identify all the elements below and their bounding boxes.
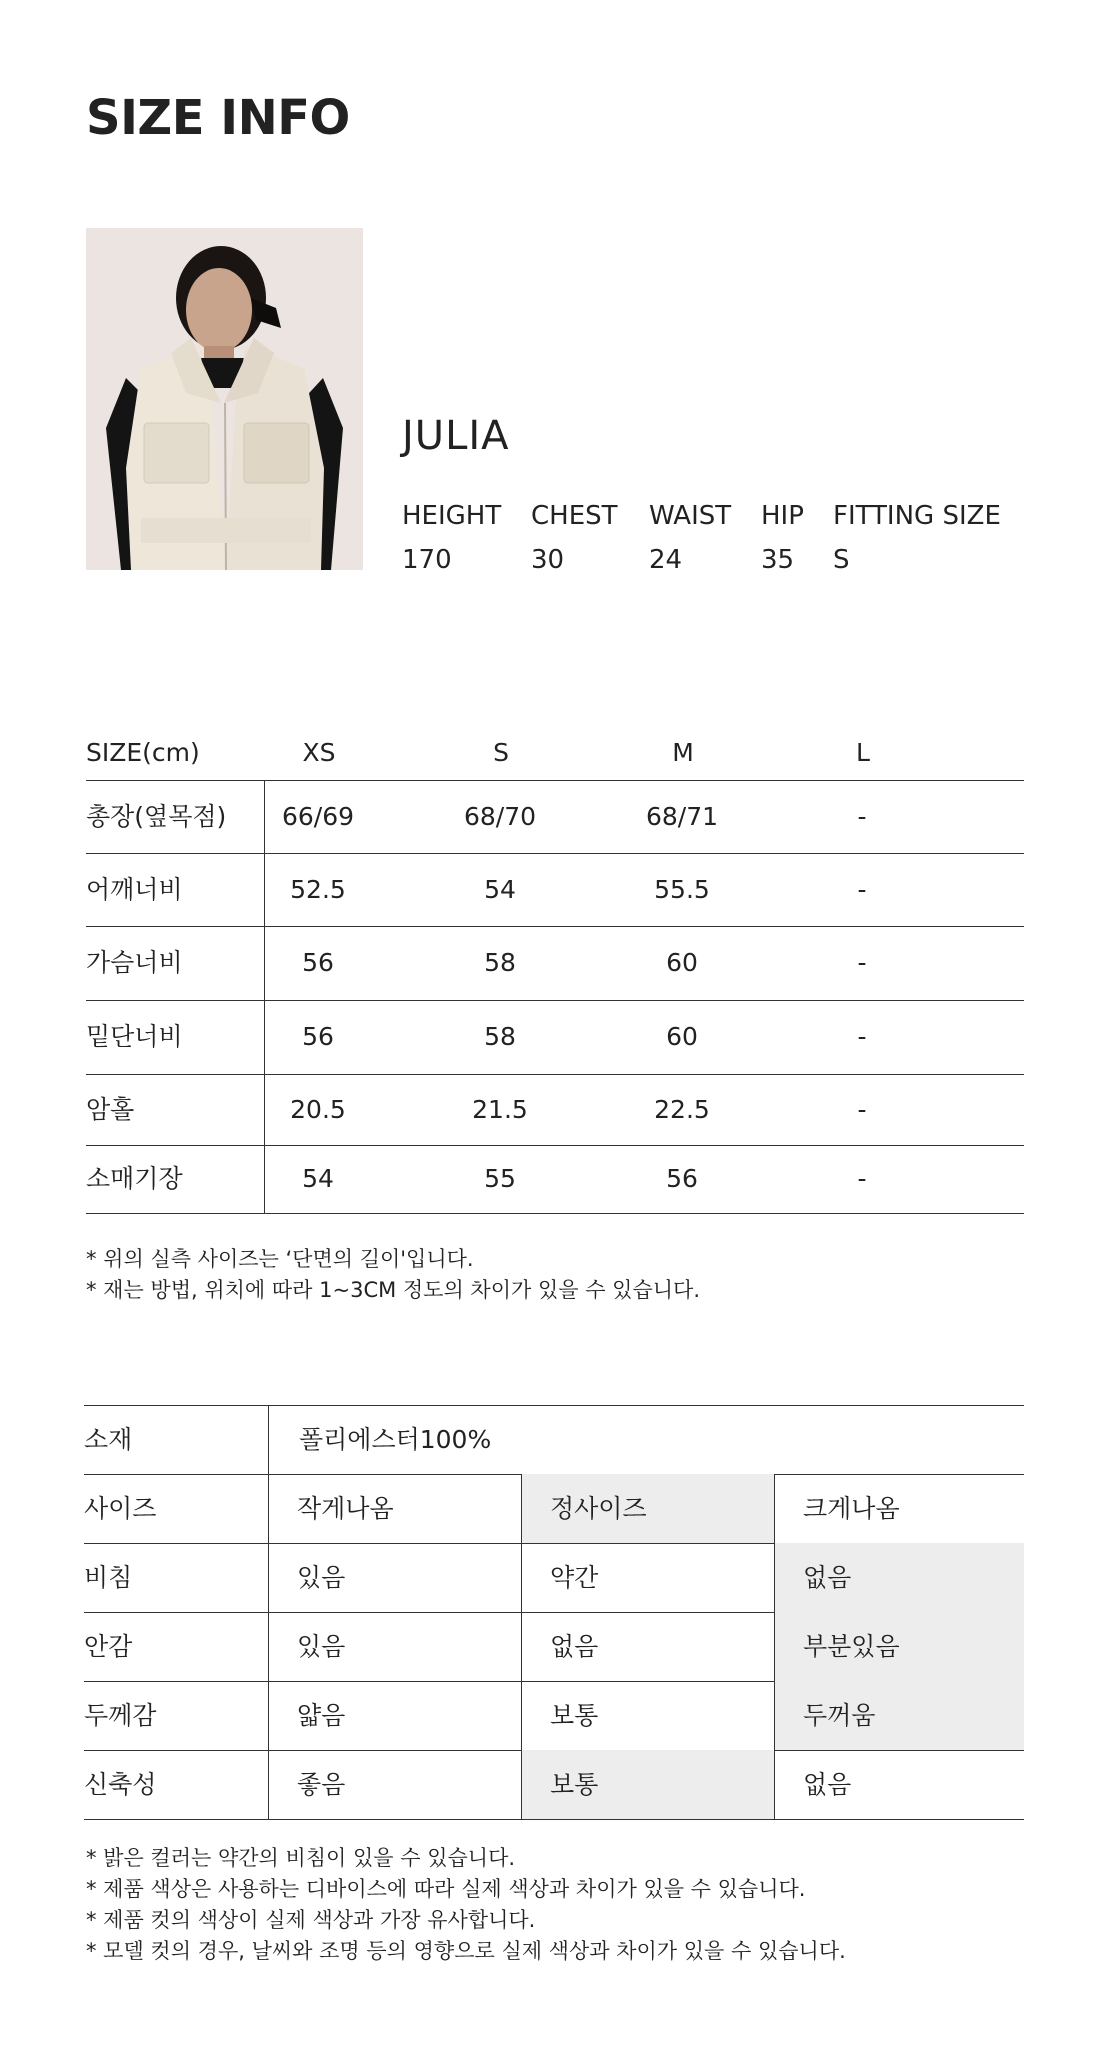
cell-xs: 20.5 (290, 1095, 346, 1124)
color-note: * 제품 컷의 색상이 실제 색상과 가장 유사합니다. (86, 1908, 536, 1932)
measure-chest (531, 498, 618, 578)
size-note: * 위의 실측 사이즈는 ‘단면의 길이'입니다. (86, 1247, 474, 1271)
fit-row-lining (84, 1612, 1024, 1681)
cell-l: - (857, 1022, 867, 1051)
cell-s: 58 (484, 1022, 516, 1051)
size-header-l: L (856, 738, 870, 767)
size-note: * 재는 방법, 위치에 따라 1~3CM 정도의 차이가 있을 수 있습니다. (86, 1278, 700, 1302)
fit-option: 없음 (521, 1612, 774, 1681)
fit-option-selected: 두꺼움 (774, 1681, 1024, 1750)
measure-value: 170 (402, 545, 452, 575)
table-divider (84, 1819, 1024, 1820)
row-label: 소매기장 (86, 1164, 183, 1193)
fit-row-size (84, 1474, 1024, 1543)
cell-s: 68/70 (463, 802, 537, 831)
table-row (86, 780, 1024, 853)
size-header-label: SIZE(cm) (86, 738, 200, 767)
fit-row-sheerness (84, 1543, 1024, 1612)
table-row (86, 926, 1024, 1000)
measure-value: 30 (531, 545, 565, 575)
cell-l: - (857, 1164, 867, 1193)
fit-option: 크게나옴 (774, 1474, 1024, 1543)
measure-hip (761, 498, 804, 578)
fit-option: 약간 (521, 1543, 774, 1612)
cell-s: 21.5 (472, 1095, 528, 1124)
row-label: 총장(옆목점) (86, 802, 227, 831)
size-table-header (86, 725, 1024, 781)
size-header-s: S (493, 738, 509, 767)
cell-xs: 56 (302, 948, 334, 977)
measure-fitting-size (833, 498, 1001, 578)
page-title: SIZE INFO (86, 90, 350, 146)
cell-s: 58 (484, 948, 516, 977)
material-value: 폴리에스터100% (268, 1405, 1024, 1474)
measure-waist (649, 498, 731, 578)
material-row (84, 1405, 1024, 1474)
cell-m: 22.5 (654, 1095, 710, 1124)
fit-option-selected: 부분있음 (774, 1612, 1024, 1681)
cell-m: 68/71 (645, 802, 719, 831)
fit-option: 보통 (521, 1681, 774, 1750)
model-name: JULIA (402, 413, 510, 459)
color-note: * 모델 컷의 경우, 날씨와 조명 등의 영향으로 실제 색상과 차이가 있을 수 있습니다. (86, 1939, 846, 1963)
cell-l: - (857, 948, 867, 977)
fit-row-thickness (84, 1681, 1024, 1750)
fit-option: 얇음 (268, 1681, 521, 1750)
fit-option: 작게나옴 (268, 1474, 521, 1543)
table-row (86, 1074, 1024, 1145)
cell-l: - (857, 1095, 867, 1124)
row-label: 사이즈 (84, 1494, 157, 1523)
measure-value: S (833, 545, 850, 575)
measure-value: 35 (761, 545, 795, 575)
fit-option-selected: 보통 (521, 1750, 774, 1819)
cell-xs: 54 (302, 1164, 334, 1193)
row-label: 두께감 (84, 1701, 157, 1730)
cell-l: - (857, 875, 867, 904)
row-label: 안감 (84, 1632, 133, 1661)
measure-label: WAIST (649, 501, 732, 531)
row-label: 가슴너비 (86, 948, 183, 977)
cell-m: 60 (666, 1022, 698, 1051)
row-label: 밑단너비 (86, 1022, 183, 1051)
cell-s: 54 (484, 875, 516, 904)
measure-label: FITTING SIZE (833, 501, 1001, 531)
cell-xs: 56 (302, 1022, 334, 1051)
table-divider (86, 1213, 1024, 1214)
fit-row-stretch (84, 1750, 1024, 1819)
row-label: 비침 (84, 1563, 133, 1592)
table-row (86, 1145, 1024, 1213)
measure-value: 24 (649, 545, 683, 575)
size-header-xs: XS (302, 738, 336, 767)
measure-label: HEIGHT (402, 501, 502, 531)
cell-s: 55 (484, 1164, 516, 1193)
table-row (86, 853, 1024, 926)
fit-option-selected: 정사이즈 (521, 1474, 774, 1543)
measure-label: HIP (761, 501, 804, 531)
row-label: 암홀 (86, 1095, 135, 1124)
table-row (86, 1000, 1024, 1074)
cell-m: 60 (666, 948, 698, 977)
color-note: * 밝은 컬러는 약간의 비침이 있을 수 있습니다. (86, 1846, 516, 1870)
model-photo (86, 228, 363, 570)
fit-option: 있음 (268, 1543, 521, 1612)
fit-option-selected: 없음 (774, 1543, 1024, 1612)
row-label: 어깨너비 (86, 875, 183, 904)
size-header-m: M (672, 738, 694, 767)
measure-height (402, 498, 501, 578)
cell-xs: 52.5 (290, 875, 346, 904)
fit-option: 좋음 (268, 1750, 521, 1819)
cell-m: 56 (666, 1164, 698, 1193)
cell-l: - (857, 802, 867, 831)
fit-option: 없음 (774, 1750, 1024, 1819)
color-note: * 제품 색상은 사용하는 디바이스에 따라 실제 색상과 차이가 있을 수 있습니다. (86, 1877, 806, 1901)
measure-label: CHEST (531, 501, 618, 531)
cell-xs: 66/69 (281, 802, 355, 831)
cell-m: 55.5 (654, 875, 710, 904)
fit-option: 있음 (268, 1612, 521, 1681)
row-label: 소재 (84, 1425, 133, 1454)
row-label: 신축성 (84, 1770, 157, 1799)
